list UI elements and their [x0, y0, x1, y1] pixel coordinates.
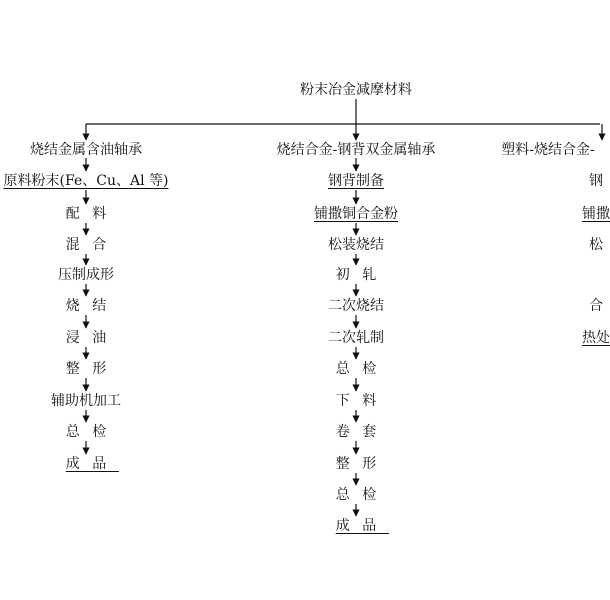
branch-1-title: 烧结金属含油轴承	[30, 142, 142, 158]
branch-2-step	[335, 486, 389, 504]
step-label: 松装烧结	[328, 237, 384, 253]
branch-1-step	[65, 423, 119, 441]
branch-3-step	[582, 329, 610, 347]
branch-3-step	[589, 236, 603, 254]
branch-2-step	[335, 455, 389, 473]
step-label: 下料	[335, 393, 389, 409]
step-label: 辅助机加工	[51, 393, 121, 409]
branch-2-step	[328, 236, 384, 254]
branch-2-step	[335, 360, 389, 378]
branch-1-step	[65, 236, 119, 254]
step-label: 钢背制备	[328, 173, 384, 189]
branch-3-step	[589, 297, 603, 315]
step-label: 成品	[335, 518, 389, 534]
branch-1-step	[65, 297, 119, 315]
step-label: 钢	[589, 173, 603, 189]
branch-2-step	[335, 517, 389, 535]
step-label: 总检	[335, 487, 389, 503]
branch-2-step	[328, 329, 384, 347]
branch-3-step	[582, 205, 610, 223]
branch-1-step	[65, 329, 119, 347]
branch-2-step	[335, 423, 389, 441]
step-label: 混合	[65, 237, 119, 253]
step-label: 二次烧结	[328, 298, 384, 314]
step-label: 配料	[65, 206, 119, 222]
step-label: 合	[589, 298, 603, 314]
branch-3-title: 塑料-烧结合金-	[501, 142, 595, 158]
step-label: 总检	[335, 361, 389, 377]
step-label: 整形	[335, 456, 389, 472]
step-label: 铺撒铜合金粉	[314, 206, 398, 222]
step-label: 成品	[65, 456, 119, 472]
step-label: 烧结	[65, 298, 119, 314]
step-label: 压制成形	[58, 267, 114, 283]
step-label: 二次轧制	[328, 330, 384, 346]
branch-1-step	[51, 392, 121, 410]
branch-1-step	[58, 266, 114, 284]
step-label: 松	[589, 237, 603, 253]
step-label: 原料粉末(Fe、Cu、Al 等)	[3, 173, 169, 189]
step-label: 总检	[65, 424, 119, 440]
step-label: 初轧	[335, 267, 389, 283]
step-label: 铺撒	[582, 206, 610, 222]
step-label: 热处	[582, 330, 610, 346]
step-label: 浸油	[65, 330, 119, 346]
branch-2-step	[335, 266, 389, 284]
root-node-title: 粉末冶金减摩材料	[300, 82, 412, 98]
step-label: 卷套	[335, 424, 389, 440]
branch-1-step	[65, 455, 119, 473]
step-label: 整形	[65, 361, 119, 377]
branch-1-step	[65, 360, 119, 378]
branch-2-step	[328, 172, 384, 190]
branch-1-step	[4, 172, 169, 190]
branch-3-step	[589, 172, 603, 190]
branch-2-step	[328, 297, 384, 315]
branch-2-step	[335, 392, 389, 410]
branch-2-title: 烧结合金-钢背双金属轴承	[276, 142, 436, 158]
branch-2-step	[314, 205, 398, 223]
branch-1-step	[65, 205, 119, 223]
